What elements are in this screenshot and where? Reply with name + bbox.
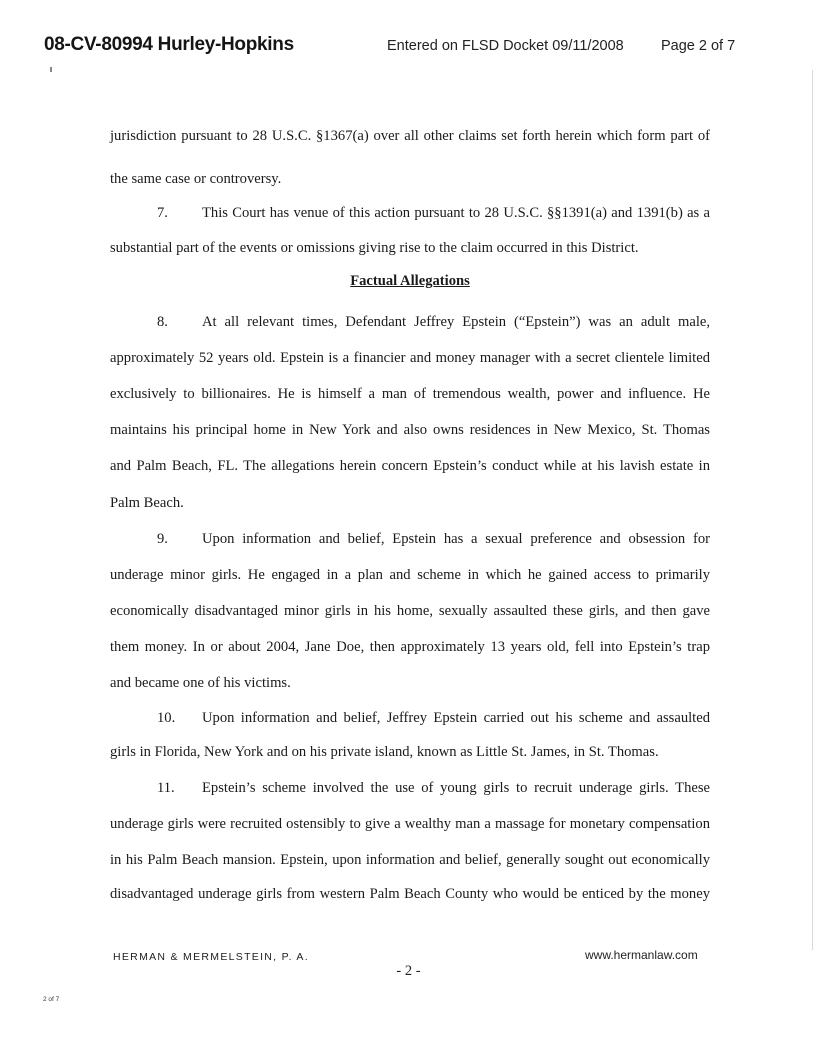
paragraph-line: and Palm Beach, FL. The allegations herein concern Epstein’s conduct while at his lavish estate in	[110, 458, 710, 474]
paragraph-line: underage minor girls. He engaged in a plan and scheme in which he gained access to primarily	[110, 567, 710, 583]
paragraph-line: At all relevant times, Defendant Jeffrey Epstein (“Epstein”) was an adult male,	[202, 314, 710, 330]
paragraph-line: jurisdiction pursuant to 28 U.S.C. §1367(a) over all other claims set forth herein which form part of	[110, 128, 710, 144]
paragraph-number: 11.	[157, 780, 175, 796]
paragraph-number: 8.	[157, 314, 168, 330]
firm-name: HERMAN & MERMELSTEIN, P. A.	[113, 951, 309, 963]
paragraph-number: 10.	[157, 710, 176, 726]
paragraph-line: exclusively to billionaires. He is himself a man of tremendous wealth, power and influence. He	[110, 386, 710, 402]
paragraph-line: Upon information and belief, Jeffrey Epstein carried out his scheme and assaulted	[202, 710, 710, 726]
paragraph-line: in his Palm Beach mansion. Epstein, upon information and belief, generally sought out economically	[110, 852, 710, 868]
paragraph-line: substantial part of the events or omissions giving rise to the claim occurred in this District.	[110, 240, 639, 256]
docket-header	[0, 34, 817, 60]
paragraph-line: Epstein’s scheme involved the use of young girls to recruit underage girls. These	[202, 780, 710, 796]
page-count: Page 2 of 7	[661, 38, 736, 54]
paragraph-line: girls in Florida, New York and on his private island, known as Little St. James, in St. Thomas.	[110, 744, 659, 760]
paragraph-line: underage girls were recruited ostensibly to give a wealthy man a massage for monetary compensation	[110, 816, 710, 832]
section-heading: Factual Allegations	[350, 273, 470, 289]
page-stamp: 2 of 7	[43, 996, 60, 1003]
paragraph-line: them money. In or about 2004, Jane Doe, then approximately 13 years old, fell into Epstein’s trap	[110, 639, 710, 655]
paragraph-line: This Court has venue of this action pursuant to 28 U.S.C. §§1391(a) and 1391(b) as a	[202, 205, 710, 221]
scan-edge-line	[812, 70, 813, 950]
paragraph-line: the same case or controversy.	[110, 171, 282, 187]
firm-website: www.hermanlaw.com	[585, 948, 698, 962]
paragraph-line: maintains his principal home in New York and also owns residences in New Mexico, St. Thomas	[110, 422, 710, 438]
paragraph-number: 7.	[157, 205, 168, 221]
paragraph-line: disadvantaged underage girls from western Palm Beach County who would be enticed by the money	[110, 886, 710, 902]
page-number: - 2 -	[396, 963, 421, 979]
scan-speck	[50, 67, 52, 72]
paragraph-line: Upon information and belief, Epstein has a sexual preference and obsession for	[202, 531, 710, 547]
paragraph-number: 9.	[157, 531, 168, 547]
paragraph-line: economically disadvantaged minor girls in his home, sexually assaulted these girls, and then gave	[110, 603, 710, 619]
paragraph-line: and became one of his victims.	[110, 675, 291, 691]
paragraph-line: approximately 52 years old. Epstein is a financier and money manager with a secret clientele limited	[110, 350, 710, 366]
paragraph-line: Palm Beach.	[110, 495, 184, 511]
case-number: 08-CV-80994 Hurley-Hopkins	[44, 34, 294, 55]
docket-entry-date: Entered on FLSD Docket 09/11/2008	[387, 38, 624, 54]
